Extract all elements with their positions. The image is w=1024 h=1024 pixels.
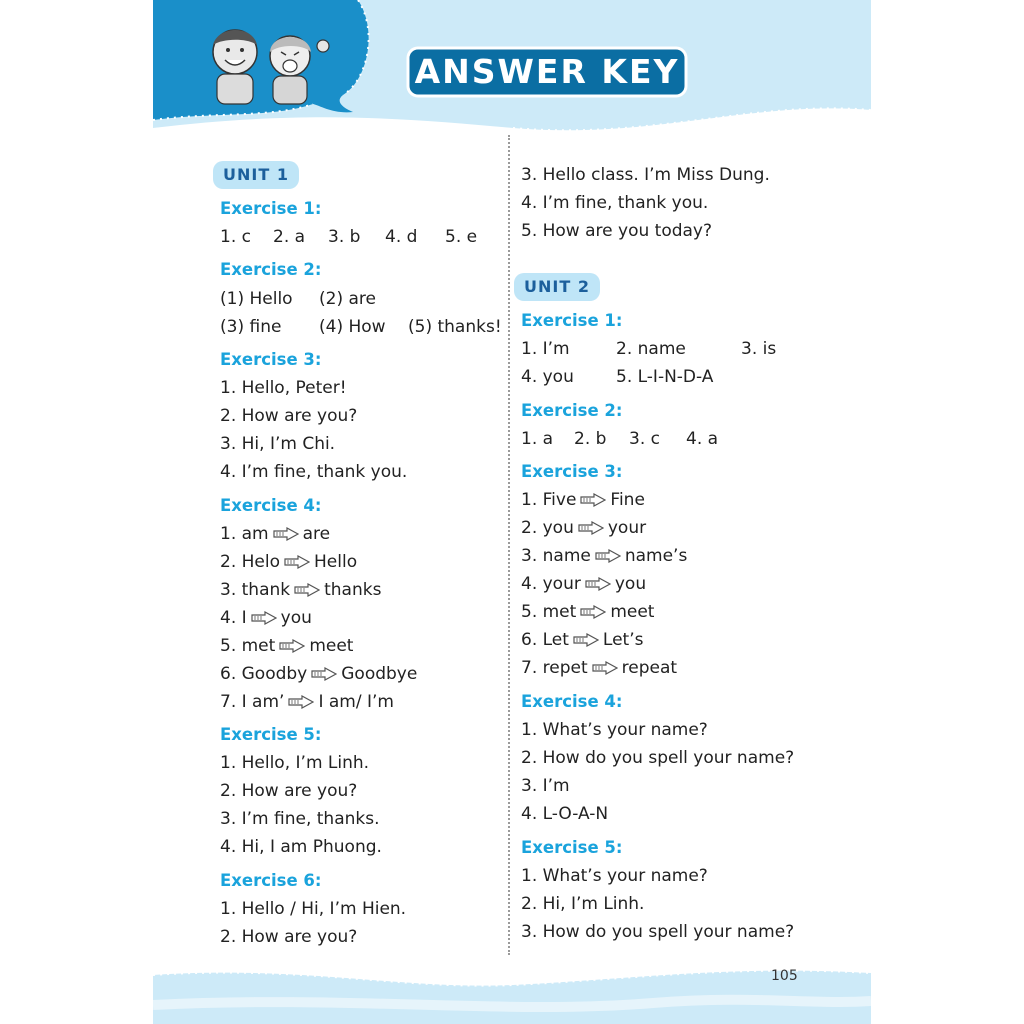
correction-row xyxy=(220,691,394,713)
correction-row xyxy=(220,551,357,573)
page-title: ANSWER KEY xyxy=(414,52,680,91)
answer-line: 4. L-O-A-N xyxy=(521,804,609,824)
arrow-right-icon xyxy=(580,493,606,507)
correct-word: thanks xyxy=(324,580,382,600)
exercise-heading: Exercise 5: xyxy=(521,838,623,857)
correction-row xyxy=(521,601,654,623)
exercise-heading: Exercise 3: xyxy=(521,462,623,481)
arrow-right-icon xyxy=(578,521,604,535)
correct-word: Let’s xyxy=(602,630,644,650)
answer-line: 3. Hello class. I’m Miss Dung. xyxy=(521,165,770,185)
correct-word: you xyxy=(280,608,312,628)
arrow-right-icon xyxy=(251,611,277,625)
exercise-heading: Exercise 1: xyxy=(220,199,322,218)
correction-row xyxy=(220,663,417,685)
arrow-right-icon xyxy=(284,555,310,569)
correction-row xyxy=(521,657,677,679)
exercise-heading: Exercise 2: xyxy=(521,401,623,420)
wrong-word: 4. your xyxy=(521,574,581,594)
correction-row xyxy=(220,607,312,629)
exercise-heading: Exercise 1: xyxy=(521,311,623,330)
unit-1-label: UNIT 1 xyxy=(213,161,299,189)
wrong-word: 2. Helo xyxy=(220,552,280,572)
correct-word: your xyxy=(607,518,647,538)
wrong-word: 3. thank xyxy=(220,580,291,600)
wrong-word: 1. am xyxy=(220,524,269,544)
correction-row xyxy=(521,489,645,511)
answer-line: 4. Hi, I am Phuong. xyxy=(220,837,382,857)
arrow-right-icon xyxy=(273,527,299,541)
wrong-word: 2. you xyxy=(521,518,574,538)
wrong-word: 6. Let xyxy=(521,630,569,650)
exercise-heading: Exercise 6: xyxy=(220,871,322,890)
answer-line: 4. I’m fine, thank you. xyxy=(220,462,408,482)
exercise-heading: Exercise 4: xyxy=(521,692,623,711)
answer-line: 3. I’m xyxy=(521,776,570,796)
exercise-heading: Exercise 2: xyxy=(220,260,322,279)
answer-line: 3. Hi, I’m Chi. xyxy=(220,434,336,454)
exercise-heading: Exercise 4: xyxy=(220,496,322,515)
arrow-right-icon xyxy=(573,633,599,647)
footer-wave xyxy=(153,965,871,1024)
exercise-heading: Exercise 3: xyxy=(220,350,322,369)
correct-word: meet xyxy=(610,602,655,622)
answer-key-page: ANSWER KEY UNIT 1 Exercise 1: 1. c 2. a 3. b 4. d 5. e Exercise 2: (1) Hello (2) are (3) fine (4) How (5) thanks! Exercise 3: 1. Hello, Peter! 2. How are you? 3. Hi, I’m Chi. 4. I’m fine, thank you. Exercise 4: 1. am are 2. Helo Hello 3. thank thanks 4. I you 5. met meet 6. Goodby Goodbye 7. I am’ I am/ I’m Exercise 5: 1. Hello, I’m Linh. 2. How are you? 3. I’m fine, thanks. 4. Hi, I am Phuong. Exercise 6: 1. Hello / Hi, I’m Hien. 2. How are you? 3. Hello class. I’m Miss Dung. 4. I’m fine, thank you. 5. How are you today? UNIT 2 Exercise 1: 1. I’m 2. name 3. is 4. you 5. L-I-N-D-A Exercise 2: 1. a 2. b 3. c 4. a Exercise 3: 1. Five Fine 2. you your 3. name name’s 4. your you 5. met meet 6. Let Let’s 7. repet repeat Exercise 4: 1. What’s your name? 2. How do you spell your name? 3. I’m 4. L-O-A-N Exercise 5: 1. What’s your name? 2. Hi, I’m Linh. 3. How do you spell your name? 105 xyxy=(153,0,871,1024)
answer-line: 3. I’m fine, thanks. xyxy=(220,809,380,829)
wrong-word: 7. I am’ xyxy=(220,692,285,712)
correct-word: Goodbye xyxy=(341,664,418,684)
correct-word: repeat xyxy=(621,658,678,678)
answer-line: 4. I’m fine, thank you. xyxy=(521,193,709,213)
correct-word: are xyxy=(302,524,331,544)
correct-word: you xyxy=(614,574,647,594)
correct-word: meet xyxy=(309,636,354,656)
wrong-word: 6. Goodby xyxy=(220,664,308,684)
answer-line: 1. What’s your name? xyxy=(521,720,708,740)
correction-row xyxy=(521,545,687,567)
column-divider xyxy=(508,135,510,955)
arrow-right-icon xyxy=(311,667,337,681)
wrong-word: 7. repet xyxy=(521,658,588,678)
correct-word: I am/ I’m xyxy=(318,692,394,712)
answer-line: 2. Hi, I’m Linh. xyxy=(521,894,645,914)
correction-row xyxy=(220,523,330,545)
answer-line: 2. How are you? xyxy=(220,406,358,426)
correct-word: name’s xyxy=(624,546,688,566)
answer-line: 2. How are you? xyxy=(220,781,358,801)
arrow-right-icon xyxy=(592,661,618,675)
wrong-word: 5. met xyxy=(521,602,577,622)
unit-2-label: UNIT 2 xyxy=(514,273,600,301)
answer-line: 1. Hello / Hi, I’m Hien. xyxy=(220,899,407,919)
correct-word: Hello xyxy=(314,552,358,572)
answer-line: 3. How do you spell your name? xyxy=(521,922,795,942)
correct-word: Fine xyxy=(610,490,645,510)
answer-line: 1. What’s your name? xyxy=(521,866,708,886)
wrong-word: 3. name xyxy=(521,546,591,566)
arrow-right-icon xyxy=(580,605,606,619)
arrow-right-icon xyxy=(294,583,320,597)
page-number: 105 xyxy=(771,968,798,984)
answer-line: 2. How are you? xyxy=(220,927,358,947)
wrong-word: 1. Five xyxy=(521,490,577,510)
answer-line: 5. How are you today? xyxy=(521,221,713,241)
arrow-right-icon xyxy=(288,695,314,709)
answer-line: 1. Hello, I’m Linh. xyxy=(220,753,370,773)
correction-row xyxy=(521,629,643,651)
wrong-word: 5. met xyxy=(220,636,276,656)
wrong-word: 4. I xyxy=(220,608,247,628)
correction-row xyxy=(521,573,646,595)
answer-line: 2. How do you spell your name? xyxy=(521,748,795,768)
correction-row xyxy=(220,635,353,657)
exercise-heading: Exercise 5: xyxy=(220,725,322,744)
answer-line: 1. Hello, Peter! xyxy=(220,378,347,398)
correction-row xyxy=(521,517,646,539)
arrow-right-icon xyxy=(595,549,621,563)
arrow-right-icon xyxy=(279,639,305,653)
correction-row xyxy=(220,579,381,601)
arrow-right-icon xyxy=(585,577,611,591)
